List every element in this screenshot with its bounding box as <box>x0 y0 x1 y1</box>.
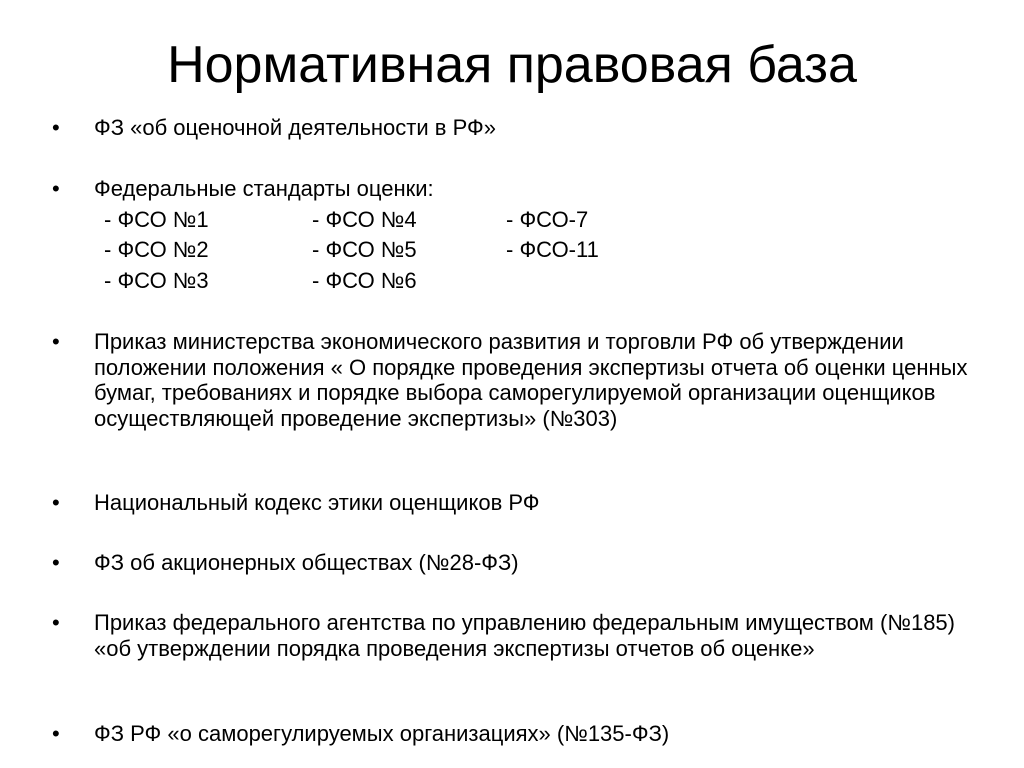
bullet: • <box>52 550 60 575</box>
standards-row-2 <box>94 237 974 268</box>
bullet: • <box>52 329 60 354</box>
standards-row-3 <box>94 268 974 299</box>
standard-fso-7: - ФСО-7 <box>506 206 589 232</box>
list-item-text: Приказ федерального агентства по управлению федеральным имуществом (№185) «об утверждении порядка проведения экспертизы отчетов об оценке» <box>94 610 955 661</box>
standard-fso-2: - ФСО №2 <box>104 237 209 262</box>
standard-fso-1: - ФСО №1 <box>104 206 209 232</box>
list-item-content <box>94 176 974 298</box>
list-item-text: ФЗ РФ «о саморегулируемых организациях» (№135-ФЗ) <box>94 721 670 746</box>
bullet: • <box>52 115 60 140</box>
standard-fso-4: - ФСО №4 <box>312 206 417 232</box>
bullet: • <box>52 721 60 746</box>
standards-row-1 <box>94 207 974 238</box>
list-item-text: ФЗ «об оценочной деятельности в РФ» <box>94 115 496 140</box>
standard-fso-11: - ФСО-11 <box>506 237 599 262</box>
list-item-text: Приказ министерства экономического развития и торговли РФ об утверждении положении положения « О порядке проведения экспертизы отчета об оценки ценных бумаг, требованиях и порядке выбора саморегулируемой организации оценщиков осуществляющей проведение экспертизы» (№303) <box>94 329 968 431</box>
bullet: • <box>52 490 60 515</box>
bullet: • <box>52 176 60 201</box>
standard-fso-3: - ФСО №3 <box>104 267 209 293</box>
standard-fso-6: - ФСО №6 <box>312 267 417 293</box>
page-title: Нормативная правовая база <box>167 36 857 94</box>
list-item-text: Федеральные стандарты оценки: <box>94 176 434 201</box>
bullet: • <box>52 610 60 635</box>
list-item-text: ФЗ об акционерных обществах (№28-ФЗ) <box>94 550 519 575</box>
standard-fso-5: - ФСО №5 <box>312 237 417 262</box>
list-item-text: Национальный кодекс этики оценщиков РФ <box>94 490 540 515</box>
